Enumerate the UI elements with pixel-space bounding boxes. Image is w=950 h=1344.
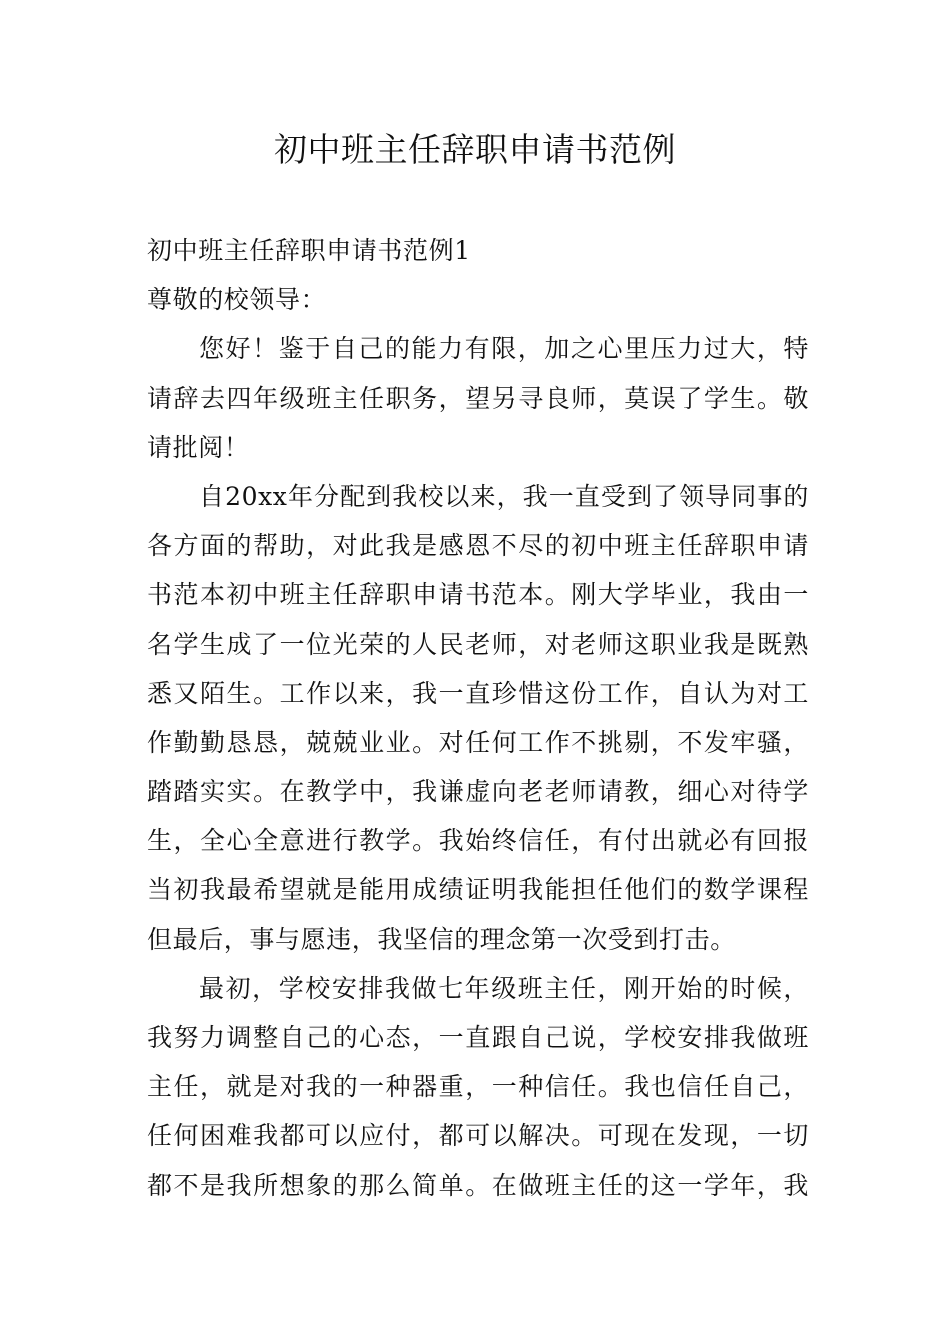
document-title: 初中班主任辞职申请书范例 [274,130,676,169]
text-line: 当初我最希望就是能用成绩证明我能担任他们的数学课程 [147,875,809,905]
text-line: 作勤勤恳恳，兢兢业业。对任何工作不挑剔，不发牢骚， [147,727,809,757]
text-line: 我努力调整自己的心态，一直跟自己说，学校安排我做班 [147,1023,809,1052]
text-line: 初中班主任辞职申请书范例1 [147,236,471,265]
text-line: 踏踏实实。在教学中，我谦虚向老老师请教，细心对待学 [147,777,809,807]
text-line: 书范本初中班主任辞职申请书范本。刚大学毕业，我由一 [147,580,809,610]
text-line: 尊敬的校领导： [147,285,327,315]
document-body [147,226,809,1210]
text-line: 名学生成了一位光荣的人民老师，对老师这职业我是既熟 [147,629,809,659]
text-line: 自20xx年分配到我校以来，我一直受到了领导同事的 [199,481,809,511]
text-line: 主任，就是对我的一种器重，一种信任。我也信任自己， [147,1072,809,1102]
text-line: 任何困难我都可以应付，都可以解决。可现在发现，一切 [147,1121,809,1151]
text-line: 最初，学校安排我做七年级班主任，刚开始的时候， [199,973,809,1003]
text-line: 请辞去四年级班主任职务，望另寻良师，莫误了学生。敬 [147,383,809,413]
text-line: 但最后，事与愿违，我坚信的理念第一次受到打击。 [147,924,736,954]
text-line: 悉又陌生。工作以来，我一直珍惜这份工作，自认为对工 [147,678,809,708]
text-line: 都不是我所想象的那么简单。在做班主任的这一学年，我 [147,1170,809,1200]
text-line: 请批阅！ [147,432,250,462]
text-line: 您好！鉴于自己的能力有限，加之心里压力过大，特 [199,334,809,364]
text-line: 生，全心全意进行教学。我始终信任，有付出就必有回报 [147,826,809,856]
text-line: 各方面的帮助，对此我是感恩不尽的初中班主任辞职申请 [147,531,809,561]
